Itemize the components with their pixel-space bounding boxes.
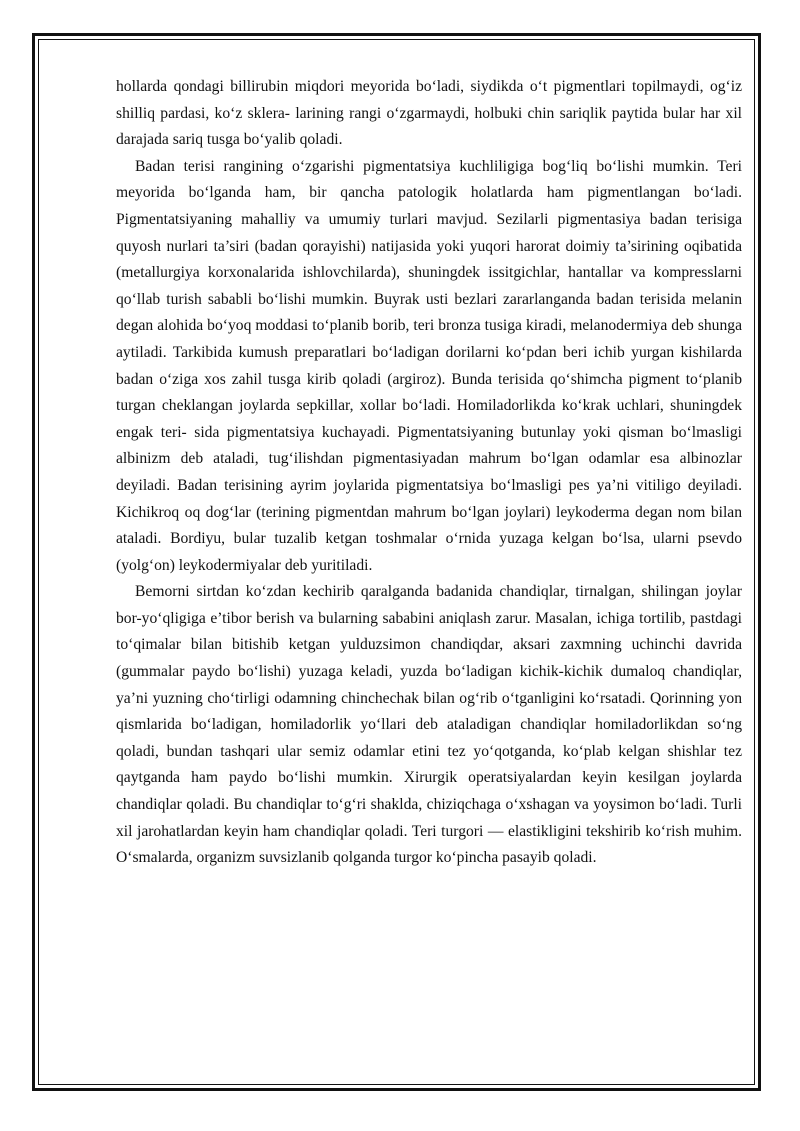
paragraph-pigmentation: Badan terisi rangining o‘zgarishi pigmentatsiya kuchliligiga bog‘liq bo‘lishi mumkin. Teri meyorida bo‘lganda ham, bir qancha patologik holatlarda ham pigmentlangan bo‘ladi. Pigmentatsiyaning mahalliy va umumiy turlari mavjud. Sezilarli pigmentasiya badan terisiga quyosh nurlari ta’siri (badan qorayishi) natijasida yoki yuqori harorat doimiy ta’sirining oqibatida (metallurgiya korxonalarida ishlovchilarda), shuningdek issitgichlar, hantallar va kompresslarni qo‘llab turish sababli bo‘lishi mumkin. Buyrak usti bezlari zararlanganda badan terisida melanin degan alohida bo‘yoq moddasi to‘planib borib, teri bronza tusiga kiradi, melanodermiya deb shunga aytiladi. Tarkibida kumush preparatlari bo‘ladigan dorilarni ko‘pdan beri ichib yurgan kishilarda badan o‘ziga xos zahil tusga kirib qoladi (argiroz). Bunda terisida qo‘shimcha pigment to‘planib turgan cheklangan joylarda sepkillar, xollar bo‘ladi. Homiladorlikda ko‘krak uchlari, shuningdek engak teri- sida pigmentatsiya kuchayadi. Pigmentatsiyaning butunlay yoki qisman bo‘lmasligi albinizm deb ataladi, tug‘ilishdan pigmentasiyadan mahrum bo‘lgan odamlar esa albinozlar deyiladi. Badan terisining ayrim joylarida pigmentatsiya bo‘lmasligi pes ya’ni vitiligo deyiladi. Kichikroq oq dog‘lar (terining pigmentdan mahrum bo‘lgan joylari) leykoderma degan nom bilan ataladi. Bordiyu, bular tuzalib ketgan toshmalar o‘rnida yuzaga kelgan bo‘lsa, ularni psevdo (yolg‘on) leykodermiyalar deb yuritiladi. [116,157,742,574]
paragraph-scars: Bemorni sirtdan ko‘zdan kechirib qaralganda badanida chandiqlar, tirnalgan, shilingan joylar bor-yo‘qligiga e’tibor berish va bularning sababini aniqlash zarur. Masalan, ichiga tortilib, pastdagi to‘qimalar bilan bitishib ketgan yulduzsimon chandiqdar, aksari zaxmning uchinchi davrida (gummalar paydo bo‘lishi) yuzaga keladi, yuzda bo‘ladigan kichik-kichik dumaloq chandiqlar, ya’ni yuzning cho‘tirligi odamning chinchechak bilan og‘rib o‘tganligini ko‘rsatadi. Qorinning yon qismlarida bo‘ladigan, homiladorlik yo‘llari deb ataladigan chandiqlar homiladorlikdan so‘ng qoladi, bundan tashqari ular semiz odamlar etini tez yo‘qotganda, ko‘plab kelgan shishlar tez qaytganda ham paydo bo‘lishi mumkin. Xirurgik operatsiyalardan keyin kesilgan joylarda chandiqlar qoladi. Bu chandiqlar to‘g‘ri shaklda, chiziqchaga o‘xshagan va yoysimon bo‘ladi. Turli xil jarohatlardan keyin ham chandiqlar qoladi. Teri turgori — elastikligini tekshirib ko‘rish muhim. O‘smalarda, organizm suvsizlanib qolganda turgor ko‘pincha pasayib qoladi. [116,583,742,867]
paragraph-continuation: hollarda qondagi billirubin miqdori meyorida bo‘ladi, siydikda o‘t pigmentlari topilmaydi, og‘iz shilliq pardasi, ko‘z sklera- larining rangi o‘zgarmaydi, holbuki chin sariqlik paytida bular har xil darajada sariq tusga bo‘yalib qoladi. [116,78,742,149]
document-body [116,74,742,872]
